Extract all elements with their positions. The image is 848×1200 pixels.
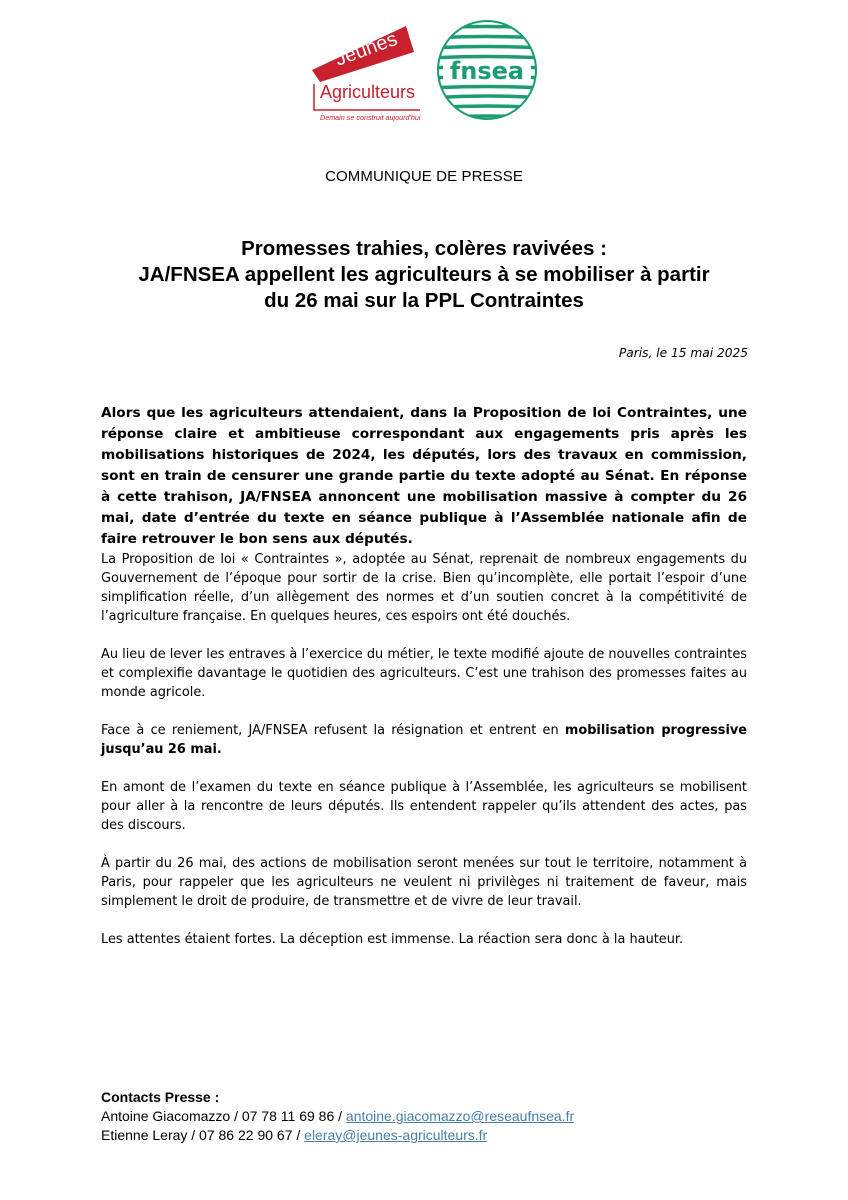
body-paragraph-5: À partir du 26 mai, des actions de mobilisation seront menées sur tout le territoire, notamment à Paris, pour rappeler que les agriculteurs ne veulent ni privilèges ni traitement de faveur, mais simplement le droit de produire, de transmettre et de vivre de leur travail. [101, 856, 747, 909]
contact-email-link[interactable]: antoine.giacomazzo@reseaufnsea.fr [345, 1108, 575, 1124]
title-line-3: du 26 mai sur la PPL Contraintes [264, 289, 584, 312]
body-paragraph-3-emphasis: mobilisation progressive jusqu’au 26 mai. [101, 723, 748, 757]
dateline: Paris, le 15 mai 2025 [618, 346, 748, 360]
contact-email-link[interactable]: eleray@jeunes-agriculteurs.fr [304, 1127, 488, 1143]
contact-name-phone: Etienne Leray / 07 86 22 90 67 / [101, 1127, 305, 1143]
body-paragraph-2: Au lieu de lever les entraves à l’exercice du métier, le texte modifié ajoute de nouvelles contraintes et complexifie davantage le quotidien des agriculteurs. C’est une trahison des promesses faites au monde agricole. [101, 647, 747, 700]
document-kicker: COMMUNIQUE DE PRESSE [325, 168, 523, 185]
body-paragraph-3-text: Face à ce reniement, JA/FNSEA refusent la résignation et entrent en [101, 723, 565, 738]
contact-name-phone: Antoine Giacomazzo / 07 78 11 69 86 / [101, 1108, 346, 1124]
ja-logo-tagline: Demain se construit aujourd'hui [320, 113, 421, 122]
logo-bar [300, 18, 550, 128]
ja-logo-line2: Agriculteurs [320, 82, 416, 102]
jeunes-agriculteurs-logo [308, 18, 426, 126]
lead-paragraph: Alors que les agriculteurs attendaient, dans la Proposition de loi Contraintes, une réponse claire et ambitieuse correspondant aux engagements pris après les mobilisations historiques de 2024, les députés, lors des travaux en commission, sont en train de censurer une grande partie du texte adopté au Sénat. En réponse à cette trahison, JA/FNSEA annoncent une mobilisation massive à compter du 26 mai, date d’entrée du texte en séance publique à l’Assemblée nationale afin de faire retrouver le bon sens aux députés. [101, 405, 747, 547]
body-text [101, 550, 747, 968]
body-paragraph-1: La Proposition de loi « Contraintes », adoptée au Sénat, reprenait de nombreux engagements du Gouvernement de l’époque pour sortir de la crise. Bien qu’incomplète, elle portait l’espoir d’une simplification réelle, d’un allègement des normes et d’un soutien concret à la compétitivité de l’agriculture française. En quelques heures, ces espoirs ont été douchés. [101, 552, 747, 624]
fnsea-logo-text: fnsea [449, 57, 525, 85]
body-paragraph-3 [101, 721, 747, 759]
fnsea-logo [435, 18, 539, 122]
press-release-title [60, 236, 788, 314]
body-paragraph-6: Les attentes étaient fortes. La déception est immense. La réaction sera donc à la hauteur. [101, 932, 684, 947]
body-paragraph-4: En amont de l’examen du texte en séance publique à l’Assemblée, les agriculteurs se mobilisent pour aller à la rencontre de leurs députés. Ils entendent rappeler qu’ils attendent des actes, pas des discours. [101, 780, 747, 833]
title-line-2: JA/FNSEA appellent les agriculteurs à se mobiliser à partir [138, 263, 710, 286]
press-contacts [101, 1088, 574, 1145]
ja-logo-line1: Jeunes [332, 27, 401, 71]
title-line-1: Promesses trahies, colères ravivées : [241, 237, 607, 260]
contacts-heading: Contacts Presse : [101, 1089, 220, 1105]
contact-row [101, 1107, 574, 1126]
contact-row [101, 1126, 574, 1145]
